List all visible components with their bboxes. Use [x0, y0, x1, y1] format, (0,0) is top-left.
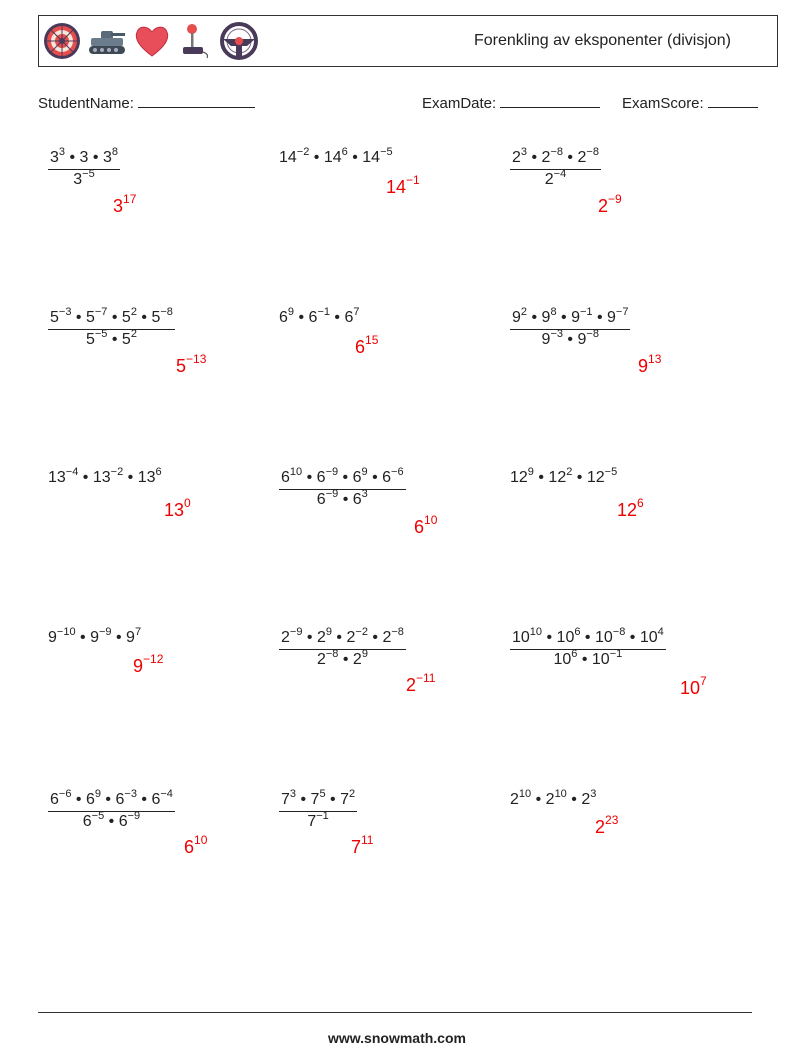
- numerator: $9^2$ • $9^8$ • $9^{-1}$ • $9^{-7}$: [512, 306, 629, 326]
- student-name-line[interactable]: [138, 93, 255, 108]
- denominator: $9^{-3}$ • $9^{-8}$: [510, 329, 630, 348]
- answer-8: $6^{10}$: [414, 513, 438, 537]
- exam-score-line[interactable]: [708, 93, 758, 108]
- fraction: [48, 306, 175, 348]
- problem-14: [279, 788, 357, 830]
- answer-15: $2^{23}$: [595, 813, 619, 837]
- exam-date-label: ExamDate:: [422, 95, 497, 112]
- numerator: $2^3$ • $2^{-8}$ • $2^{-8}$: [512, 146, 599, 166]
- answer-6: $9^{13}$: [638, 352, 662, 376]
- problem-12: [510, 626, 666, 668]
- problem-3: [510, 146, 601, 188]
- numerator: $2^{-9}$ • $2^9$ • $2^{-2}$ • $2^{-8}$: [281, 626, 404, 646]
- dartboard-icon: [43, 22, 81, 60]
- numerator: $7^3$ • $7^5$ • $7^2$: [281, 788, 356, 808]
- denominator: $6^{-9}$ • $6^3$: [279, 489, 406, 508]
- problem-13: [48, 788, 175, 830]
- fraction: [510, 146, 601, 188]
- header-icons: [43, 22, 259, 60]
- exam-score-label: ExamScore:: [622, 95, 704, 112]
- expression: $14^{-2}$ • $14^6$ • $14^{-5}$: [279, 146, 393, 166]
- denominator: $7^{-1}$: [279, 811, 357, 830]
- student-name-label: StudentName:: [38, 95, 134, 112]
- answer-12: $10^7$: [680, 674, 707, 698]
- fraction: [279, 466, 406, 508]
- expression: $12^9$ • $12^2$ • $12^{-5}$: [510, 466, 618, 486]
- fraction: [48, 146, 120, 188]
- expression: $13^{-4}$ • $13^{-2}$ • $13^6$: [48, 466, 162, 486]
- problem-15: [510, 788, 597, 808]
- numerator: $5^{-3}$ • $5^{-7}$ • $5^2$ • $5^{-8}$: [50, 306, 173, 326]
- answer-14: $7^{11}$: [351, 833, 374, 857]
- numerator: $3^3$ • 3 • $3^8$: [50, 146, 118, 166]
- answer-11: $2^{-11}$: [406, 671, 436, 695]
- problem-5: [279, 306, 360, 326]
- footer-url: www.snowmath.com: [328, 1030, 466, 1046]
- steering-wheel-icon: [219, 22, 259, 60]
- exam-date-line[interactable]: [500, 93, 600, 108]
- worksheet-title: Forenkling av eksponenter (divisjon): [473, 32, 731, 49]
- student-name-field[interactable]: [38, 93, 255, 112]
- numerator: $10^{10}$ • $10^6$ • $10^{-8}$ • $10^4$: [512, 626, 664, 646]
- problem-2: [279, 146, 393, 166]
- fraction: [510, 306, 630, 348]
- expression: $9^{-10}$ • $9^{-9}$ • $9^7$: [48, 626, 142, 646]
- answer-7: $13^0$: [164, 496, 191, 520]
- problem-11: [279, 626, 406, 668]
- heart-icon: [133, 22, 171, 60]
- denominator: $3^{-5}$: [48, 169, 120, 188]
- answer-1: $3^{17}$: [113, 192, 137, 216]
- denominator: $6^{-5}$ • $6^{-9}$: [48, 811, 175, 830]
- tank-icon: [87, 22, 127, 60]
- expression: $2^{10}$ • $2^{10}$ • $2^3$: [510, 788, 597, 808]
- expression: $6^9$ • $6^{-1}$ • $6^7$: [279, 306, 360, 326]
- denominator: $2^{-4}$: [510, 169, 601, 188]
- problem-10: [48, 626, 142, 646]
- answer-5: $6^{15}$: [355, 333, 379, 357]
- numerator: $6^{-6}$ • $6^9$ • $6^{-3}$ • $6^{-4}$: [50, 788, 173, 808]
- joystick-icon: [177, 22, 213, 60]
- fraction: [279, 626, 406, 668]
- worksheet-header: [38, 15, 778, 67]
- fraction: [48, 788, 175, 830]
- fraction: [510, 626, 666, 668]
- answer-3: $2^{-9}$: [598, 192, 622, 216]
- footer-divider: [38, 1012, 752, 1013]
- denominator: $10^6$ • $10^{-1}$: [510, 649, 666, 668]
- answer-9: $12^6$: [617, 496, 644, 520]
- answer-13: $6^{10}$: [184, 833, 208, 857]
- problem-9: [510, 466, 618, 486]
- problem-1: [48, 146, 120, 188]
- problem-7: [48, 466, 162, 486]
- denominator: $2^{-8}$ • $2^9$: [279, 649, 406, 668]
- exam-date-field[interactable]: [422, 93, 600, 112]
- answer-4: $5^{-13}$: [176, 352, 207, 376]
- problem-6: [510, 306, 630, 348]
- answer-2: $14^{-1}$: [386, 173, 420, 197]
- fraction: [279, 788, 357, 830]
- numerator: $6^{10}$ • $6^{-9}$ • $6^9$ • $6^{-6}$: [281, 466, 404, 486]
- answer-10: $9^{-12}$: [133, 652, 164, 676]
- problem-8: [279, 466, 406, 508]
- exam-score-field[interactable]: [622, 93, 758, 112]
- problem-4: [48, 306, 175, 348]
- denominator: $5^{-5}$ • $5^2$: [48, 329, 175, 348]
